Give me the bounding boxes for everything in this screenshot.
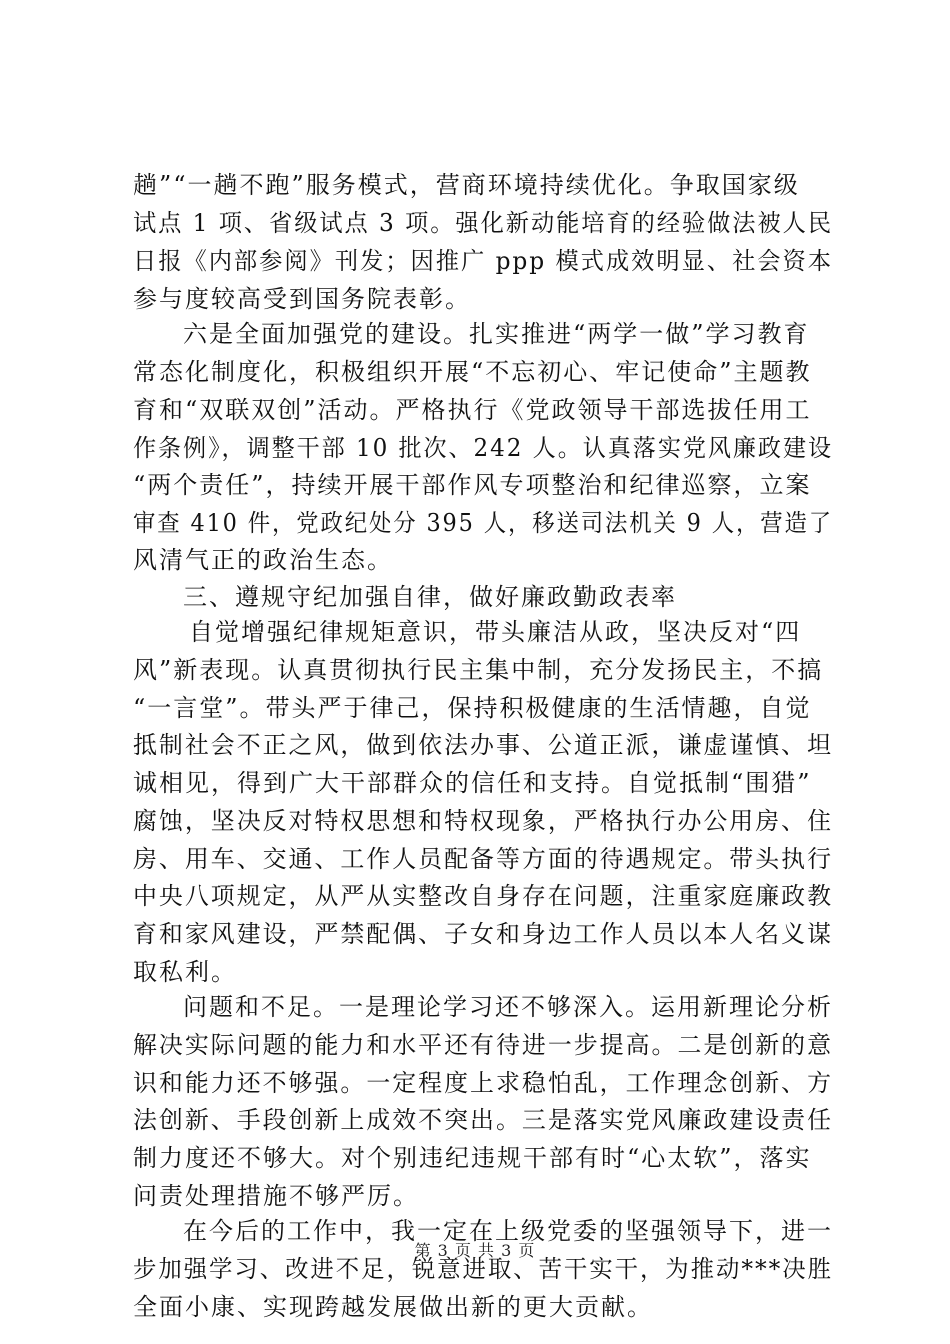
text-line-content: 作条例》，调整干部 10 批次、242 人。认真落实党风廉政建设 [133,434,833,462]
text-line-content: 抵制社会不正之风，做到依法办事、公道正派，谦虚谨慎、坦 [133,731,833,759]
text-line [0,614,950,650]
text-line-content: 审查 410 件，党政纪处分 395 人，移送司法机关 9 人，营造了 [133,509,833,537]
text-line [0,316,950,352]
text-line-content: 风清气正的政治生态。 [133,546,393,574]
text-line [0,281,950,317]
text-line [0,1140,950,1176]
text-line [0,167,950,203]
text-line [0,803,950,839]
text-line-content: 风”新表现。认真贯彻执行民主集中制，充分发扬民主，不搞 [133,656,824,684]
text-line-content: 问责处理措施不够严厉。 [133,1182,419,1210]
text-line-content: 育和家风建设，严禁配偶、子女和身边工作人员以本人名义谋 [133,920,833,948]
text-line [0,205,950,241]
text-line [0,392,950,428]
text-line-content: 育和“双联双创”活动。严格执行《党政领导干部选拔任用工 [133,396,812,424]
text-line [0,542,950,578]
text-line-content: 腐蚀，坚决反对特权思想和特权现象，严格执行办公用房、住 [133,807,833,835]
text-line-content: 参与度较高受到国务院表彰。 [133,285,471,313]
text-line-content: 三、遵规守纪加强自律，做好廉政勤政表率 [183,583,677,611]
text-line-content: 趟”“一趟不跑”服务模式，营商环境持续优化。争取国家级 [133,171,800,199]
text-line-content: 制力度还不够大。对个别违纪违规干部有时“心太软”，落实 [133,1144,812,1172]
text-line [0,1178,950,1214]
text-line [0,467,950,503]
text-line [0,989,950,1025]
page-footer: 第 3 页 共 3 页 [414,1241,536,1260]
text-line [0,579,950,615]
text-line [0,765,950,801]
text-line [0,505,950,541]
text-line [0,430,950,466]
text-line [0,916,950,952]
text-line [0,954,950,990]
text-line-content: 常态化制度化，积极组织开展“不忘初心、牢记使命”主题教 [133,358,812,386]
text-line-content: 步加强学习、改进不足，锐意进取、苦干实干，为推动***决胜 [133,1255,833,1283]
text-line-content: 诚相见，得到广大干部群众的信任和支持。自觉抵制“围猎” [133,769,812,797]
text-line-content: 解决实际问题的能力和水平还有待进一步提高。二是创新的意 [133,1031,833,1059]
text-line [0,354,950,390]
text-line [0,1102,950,1138]
text-line [0,878,950,914]
text-line [0,1065,950,1101]
text-line-content: 日报《内部参阅》刊发；因推广 ppp 模式成效明显、社会资本 [133,247,833,275]
text-line-content: 自觉增强纪律规矩意识，带头廉洁从政，坚决反对“四 [189,618,802,646]
text-line [0,1289,950,1325]
text-line-content: 全面小康、实现跨越发展做出新的更大贡献。 [133,1293,653,1321]
text-line-content: 试点 1 项、省级试点 3 项。强化新动能培育的经验做法被人民 [133,209,833,237]
text-line-content: 中央八项规定，从严从实整改自身存在问题，注重家庭廉政教 [133,882,833,910]
text-line-content: 问题和不足。一是理论学习还不够深入。运用新理论分析 [183,993,833,1021]
text-line-content: 房、用车、交通、工作人员配备等方面的待遇规定。带头执行 [133,845,833,873]
text-line [0,690,950,726]
text-line-content: 识和能力还不够强。一定程度上求稳怕乱，工作理念创新、方 [133,1069,833,1097]
text-line-content: 在今后的工作中，我一定在上级党委的坚强领导下，进一 [183,1217,833,1245]
text-line-content: “两个责任”，持续开展干部作风专项整治和纪律巡察，立案 [133,471,812,499]
text-line [0,243,950,279]
text-line-content: 六是全面加强党的建设。扎实推进“两学一做”学习教育 [183,320,810,348]
text-line [0,1027,950,1063]
text-line-content: 法创新、手段创新上成效不突出。三是落实党风廉政建设责任 [133,1106,833,1134]
text-line [0,841,950,877]
text-line-content: 取私利。 [133,958,237,986]
text-line [0,652,950,688]
text-line-content: “一言堂”。带头严于律己，保持积极健康的生活情趣，自觉 [133,694,812,722]
text-line [0,727,950,763]
